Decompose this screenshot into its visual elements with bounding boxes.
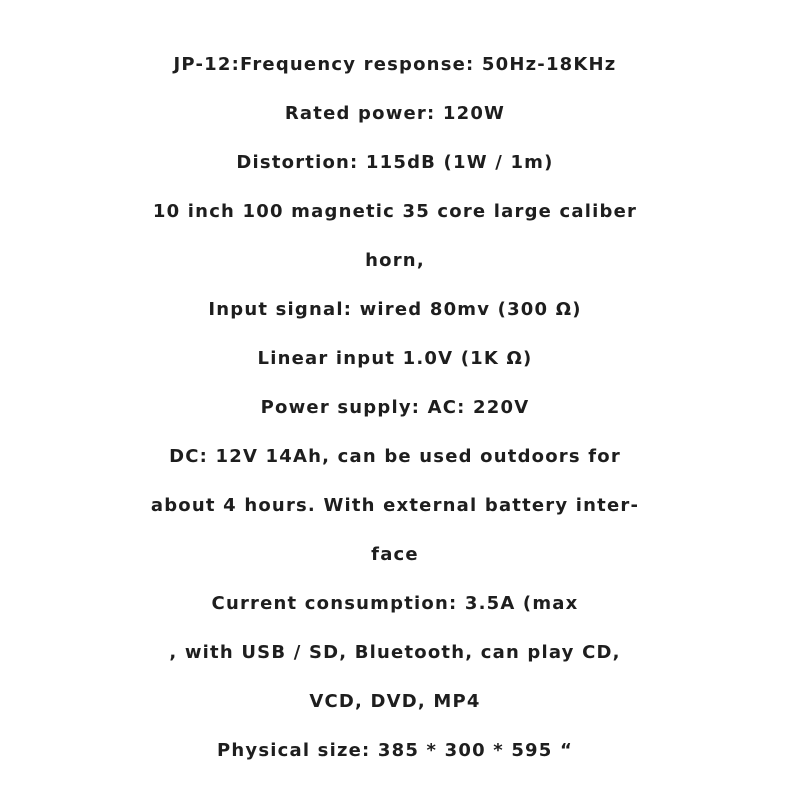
spec-line-playback-formats: VCD, DVD, MP4 <box>309 691 481 712</box>
spec-line-dc-battery: DC: 12V 14Ah, can be used outdoors for <box>169 446 621 467</box>
spec-line-rated-power: Rated power: 120W <box>284 103 506 124</box>
spec-line-linear-input: Linear input 1.0V (1K Ω) <box>257 348 533 369</box>
spec-line-physical-size: Physical size: 385 * 300 * 595 “ <box>216 740 574 761</box>
spec-line-distortion: Distortion: 115dB (1W / 1m) <box>236 152 554 173</box>
spec-line-input-signal: Input signal: wired 80mv (300 Ω) <box>208 299 582 320</box>
spec-line-dc-battery-continued: about 4 hours. With external battery inter- <box>150 495 640 516</box>
spec-sheet <box>0 40 790 775</box>
spec-line-playback-features: , with USB / SD, Bluetooth, can play CD, <box>169 642 621 663</box>
spec-line-frequency-response: JP-12:Frequency response: 50Hz-18KHz <box>173 54 617 75</box>
spec-line-current-consumption: Current consumption: 3.5A (max <box>211 593 579 614</box>
spec-line-interface: face <box>371 544 419 565</box>
spec-line-power-supply: Power supply: AC: 220V <box>260 397 530 418</box>
spec-line-horn-continued: horn, <box>365 250 425 271</box>
spec-line-horn: 10 inch 100 magnetic 35 core large caliber <box>152 201 638 222</box>
